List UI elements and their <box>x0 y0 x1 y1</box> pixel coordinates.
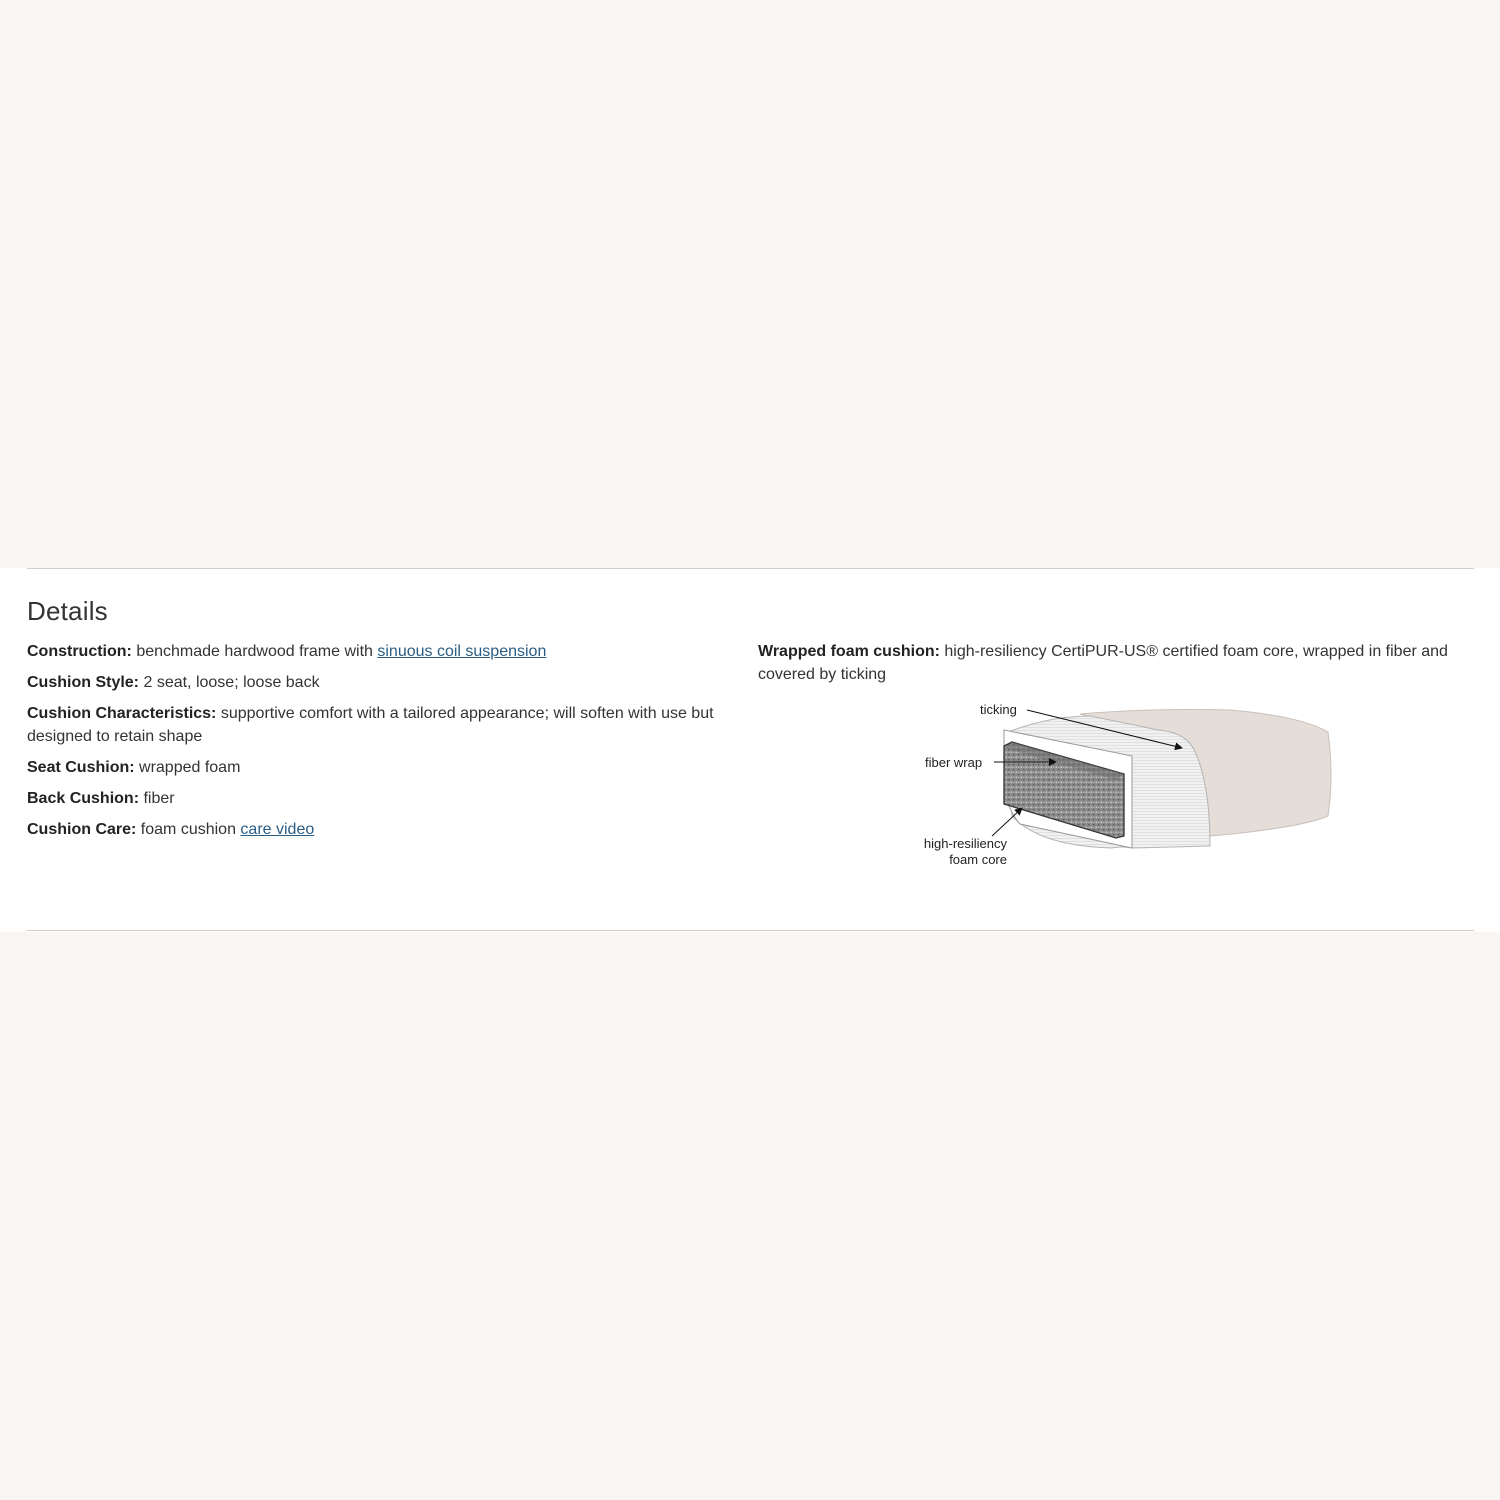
spec-label: Cushion Style: <box>27 674 140 691</box>
divider-top <box>27 568 1474 569</box>
cushion-diagram <box>900 696 1360 896</box>
fiber-wrap-label: fiber wrap <box>925 755 983 770</box>
cushion-illustration <box>900 696 1360 896</box>
spec-back-cushion <box>27 787 727 810</box>
foam-core-label-line2: foam core <box>949 852 1007 867</box>
spec-value: wrapped foam <box>139 759 241 776</box>
divider-bottom <box>27 930 1474 931</box>
wrapped-foam-description <box>758 640 1458 694</box>
spec-value: high-resiliency CertiPUR-US® certified foam core, wrapped in fiber and covered by ticking <box>758 643 1448 683</box>
spec-value: benchmade hardwood frame with <box>136 643 373 660</box>
spec-wrapped-foam <box>758 640 1458 686</box>
spec-cushion-care <box>27 818 727 841</box>
spec-label: Cushion Characteristics: <box>27 705 217 722</box>
foam-core-leader <box>992 808 1022 836</box>
spec-cushion-style <box>27 671 727 694</box>
spec-construction <box>27 640 727 663</box>
spec-label: Wrapped foam cushion: <box>758 643 940 660</box>
details-heading: Details <box>27 596 108 626</box>
spec-value: fiber <box>143 790 175 807</box>
spec-seat-cushion <box>27 756 727 779</box>
details-panel <box>0 568 1500 932</box>
spec-label: Seat Cushion: <box>27 759 135 776</box>
sinuous-coil-suspension-link[interactable]: sinuous coil suspension <box>377 643 547 660</box>
spec-label: Back Cushion: <box>27 790 140 807</box>
spec-label: Construction: <box>27 643 132 660</box>
care-video-link[interactable]: care video <box>240 821 315 838</box>
spec-value: 2 seat, loose; loose back <box>143 674 320 691</box>
foam-core-label-line1: high-resiliency <box>923 836 1007 851</box>
spec-cushion-characteristics <box>27 702 727 748</box>
specs-list <box>27 640 727 849</box>
ticking-label: ticking <box>980 702 1017 717</box>
spec-value: supportive comfort with a tailored appearance; will soften with use but designed to retain shape <box>27 705 714 745</box>
spec-label: Cushion Care: <box>27 821 137 838</box>
spec-value: foam cushion <box>140 821 236 838</box>
